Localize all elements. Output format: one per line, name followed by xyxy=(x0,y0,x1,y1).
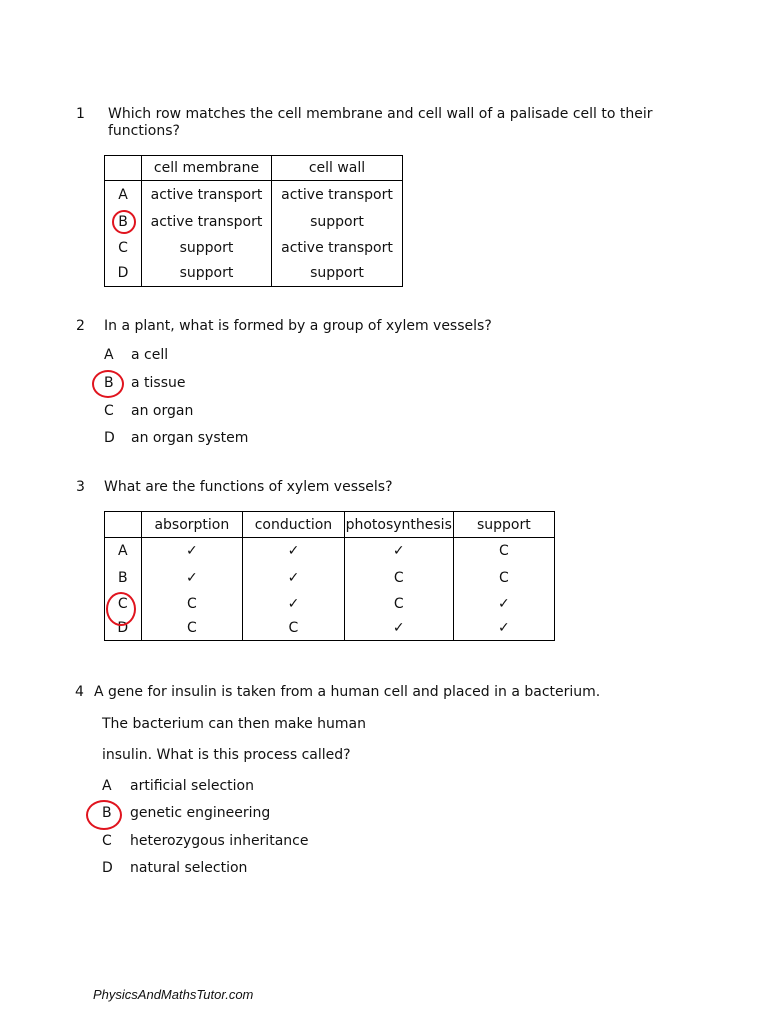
table-cell: active transport xyxy=(272,181,403,209)
table-row xyxy=(105,181,403,209)
table-cell: ✓ xyxy=(243,591,345,617)
table-cell: ✓ xyxy=(141,538,243,565)
table-cell: C xyxy=(243,617,345,641)
header-absorption: absorption xyxy=(141,512,243,538)
question-3-text: What are the functions of xylem vessels? xyxy=(104,479,393,495)
table-cell: ✓ xyxy=(453,617,554,641)
question-1-text xyxy=(108,106,652,140)
question-2-number: 2 xyxy=(76,318,85,334)
table-row xyxy=(105,235,403,261)
header-cell-membrane: cell membrane xyxy=(142,156,272,181)
question-4-number: 4 xyxy=(75,684,84,700)
question-4-line-2: The bacterium can then make human xyxy=(102,716,366,732)
question-1-number: 1 xyxy=(76,106,85,122)
table-cell: ✓ xyxy=(344,538,453,565)
option-text-d: an organ system xyxy=(131,430,249,446)
table-header-row xyxy=(105,512,555,538)
table-cell: ✓ xyxy=(243,538,345,565)
row-letter: B xyxy=(105,565,142,591)
table-row xyxy=(105,261,403,287)
answer-circle-q3 xyxy=(106,592,136,626)
header-conduction: conduction xyxy=(243,512,345,538)
table-cell: C xyxy=(453,565,554,591)
table-header-row xyxy=(105,156,403,181)
header-cell xyxy=(105,156,142,181)
table-cell: support xyxy=(142,235,272,261)
table-cell: ✓ xyxy=(243,565,345,591)
footer-source: PhysicsAndMathsTutor.com xyxy=(93,987,254,1002)
option-letter-a: A xyxy=(102,778,112,794)
question-2-text: In a plant, what is formed by a group of xylem vessels? xyxy=(104,318,492,334)
question-1-line-1: Which row matches the cell membrane and cell wall of a palisade cell to their xyxy=(108,106,653,122)
table-row xyxy=(105,209,403,235)
table-cell: active transport xyxy=(142,209,272,235)
option-letter-c: C xyxy=(102,833,112,849)
option-text-a: artificial selection xyxy=(130,778,254,794)
row-letter: C xyxy=(105,591,142,617)
answer-circle-q1 xyxy=(112,210,136,234)
table-cell: C xyxy=(344,565,453,591)
table-cell: active transport xyxy=(142,181,272,209)
question-3-number: 3 xyxy=(76,479,85,495)
row-letter: A xyxy=(105,181,142,209)
header-cell-wall: cell wall xyxy=(272,156,403,181)
table-cell: active transport xyxy=(272,235,403,261)
option-letter-b: B xyxy=(104,375,114,391)
row-letter: C xyxy=(105,235,142,261)
table-cell: support xyxy=(272,261,403,287)
table-cell: support xyxy=(142,261,272,287)
header-cell xyxy=(105,512,142,538)
table-cell: C xyxy=(141,591,243,617)
question-1-line-2: functions? xyxy=(108,123,180,139)
table-cell: C xyxy=(141,617,243,641)
table-row xyxy=(105,617,555,641)
table-cell: ✓ xyxy=(453,591,554,617)
option-letter-c: C xyxy=(104,403,114,419)
table-cell: C xyxy=(344,591,453,617)
option-letter-b: B xyxy=(102,805,112,821)
table-cell: ✓ xyxy=(344,617,453,641)
option-text-b: genetic engineering xyxy=(130,805,271,821)
table-cell: C xyxy=(453,538,554,565)
option-text-c: heterozygous inheritance xyxy=(130,833,309,849)
option-letter-d: D xyxy=(102,860,113,876)
option-text-b: a tissue xyxy=(131,375,186,391)
row-letter: D xyxy=(105,261,142,287)
question-4-line-1: A gene for insulin is taken from a human cell and placed in a bacterium. xyxy=(94,684,601,700)
header-photosynthesis: photosynthesis xyxy=(344,512,453,538)
question-4-line-3: insulin. What is this process called? xyxy=(102,747,351,763)
table-row xyxy=(105,538,555,565)
row-letter: B xyxy=(105,209,142,235)
option-text-a: a cell xyxy=(131,347,169,363)
option-text-c: an organ xyxy=(131,403,194,419)
answer-circle-q2 xyxy=(92,370,124,398)
option-text-d: natural selection xyxy=(130,860,248,876)
table-row xyxy=(105,591,555,617)
table-cell: support xyxy=(272,209,403,235)
option-letter-a: A xyxy=(104,347,114,363)
table-row xyxy=(105,565,555,591)
row-letter: D xyxy=(105,617,142,641)
table-cell: ✓ xyxy=(141,565,243,591)
header-support: support xyxy=(453,512,554,538)
question-3-table xyxy=(104,511,555,641)
question-1-table xyxy=(104,155,403,287)
option-letter-d: D xyxy=(104,430,115,446)
row-letter: A xyxy=(105,538,142,565)
answer-circle-q4 xyxy=(86,800,122,830)
